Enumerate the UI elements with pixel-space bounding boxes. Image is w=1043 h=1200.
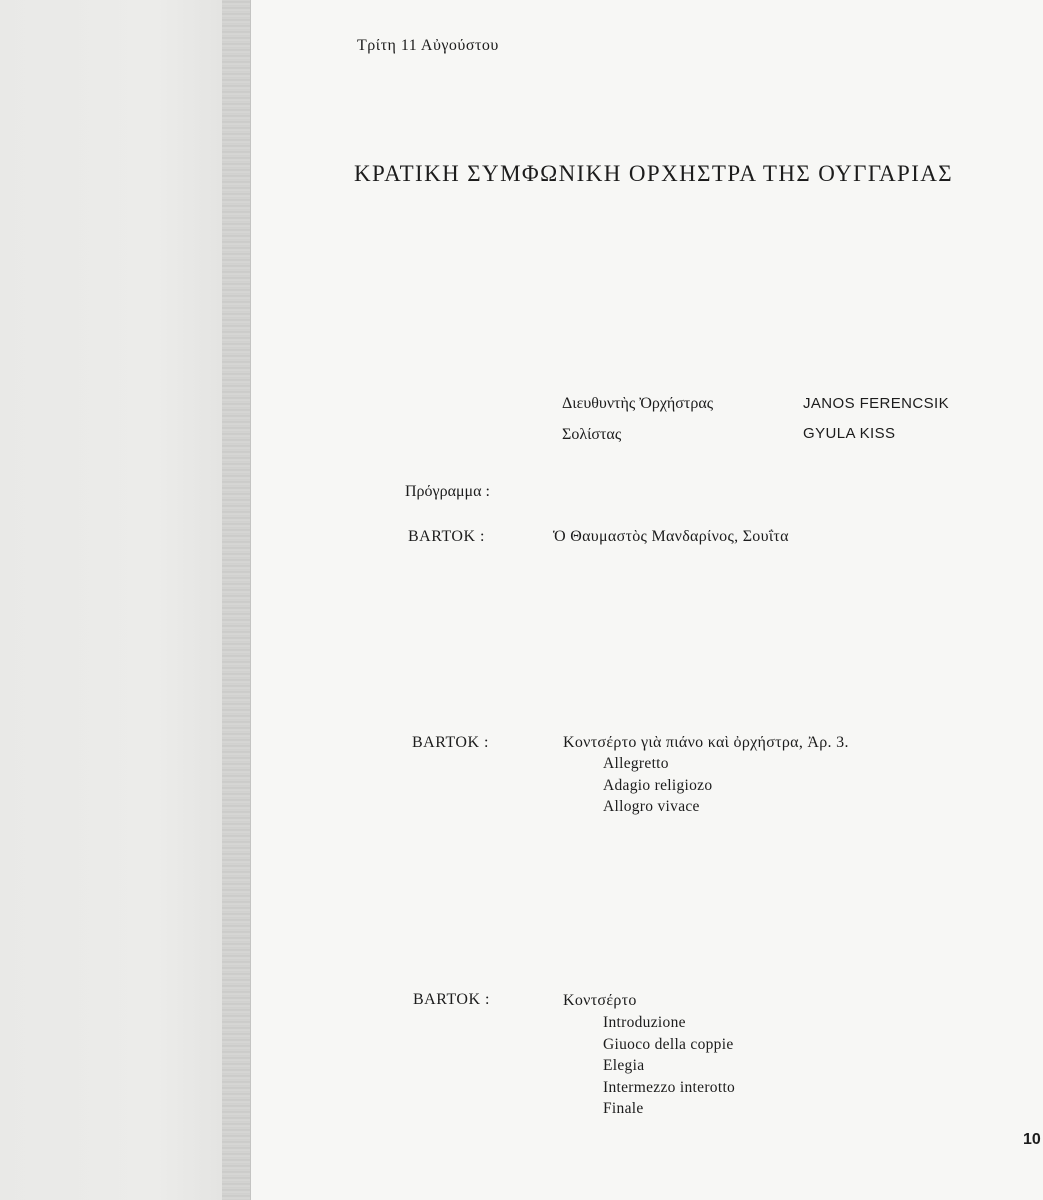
program-label: Πρόγραμμα : [405,483,490,500]
orchestra-title: ΚΡΑΤΙΚΗ ΣΥΜΦΩΝΙΚΗ ΟΡΧΗΣΤΡΑ ΤΗΣ ΟΥΓΓΑΡΙΑΣ [354,161,954,186]
facing-page-margin [0,0,222,1200]
work-3-movement: Elegia [603,1057,645,1074]
work-2-title: Κοντσέρτο γιὰ πιάνο καὶ ὀρχήστρα, Ἀρ. 3. [563,734,849,751]
page-number: 10 [1023,1131,1041,1148]
concert-date: Τρίτη 11 Αὐγούστου [357,37,499,54]
work-2-movement: Adagio religiozo [603,777,713,794]
conductor-role: Διευθυντὴς Ὀρχήστρας [562,395,714,412]
conductor-name: JANOS FERENCSIK [803,395,950,412]
work-3-title: Κοντσέρτο [563,992,637,1009]
work-3-movement: Intermezzo interotto [603,1079,736,1096]
work-2-movement: Allegretto [603,755,669,772]
work-3-movement: Introduzione [603,1014,686,1031]
book-binding [222,0,251,1200]
work-3-movement: Giuoco della coppie [603,1036,734,1053]
soloist-name: GYULA KISS [803,425,896,442]
composer-1: BARTOK : [408,528,485,545]
work-2-movement: Allogro vivace [603,798,700,815]
composer-2: BARTOK : [412,734,489,751]
work-1-title: Ὁ Θαυμαστὸς Μανδαρίνος, Σουΐτα [553,528,789,545]
soloist-role: Σολίστας [562,426,622,443]
composer-3: BARTOK : [413,991,490,1008]
work-3-movement: Finale [603,1100,644,1117]
